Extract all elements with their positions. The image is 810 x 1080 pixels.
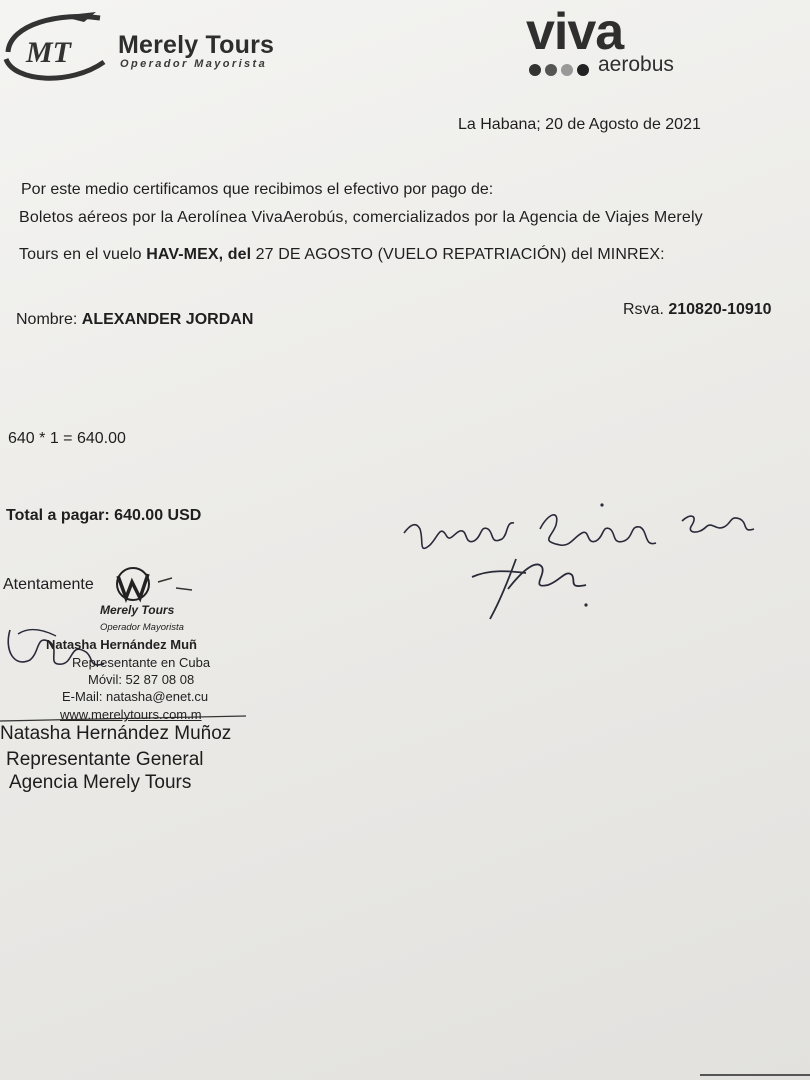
stamp-website: www.merelytours.com.m xyxy=(60,707,202,722)
page-edge-line xyxy=(700,1074,810,1076)
nombre-label: Nombre: xyxy=(16,311,82,328)
viva-logo-text: viva xyxy=(526,3,624,61)
ticket-description: Boletos aéreos por la Aerolínea VivaAerobús, comercializados por la Agencia de Viajes Merely xyxy=(19,209,703,226)
intro-text: Por este medio certificamos que recibimos el efectivo por pago de: xyxy=(21,181,494,198)
nombre-value: ALEXANDER JORDAN xyxy=(81,311,254,328)
calculation: 640 * 1 = 640.00 xyxy=(8,430,126,447)
total-amount: Total a pagar: 640.00 USD xyxy=(6,507,202,524)
passenger-name xyxy=(16,311,253,329)
flight-prefix: Tours en el vuelo xyxy=(19,246,147,263)
stamp-phone: Móvil: 52 87 08 08 xyxy=(88,672,195,687)
closing: Atentamente xyxy=(3,576,94,593)
handwritten-signature xyxy=(390,485,780,635)
viva-dots-icon xyxy=(526,60,596,80)
flight-line xyxy=(19,246,665,264)
merely-logo-subtitle: Operador Mayorista xyxy=(120,58,268,70)
stamp-role: Representante en Cuba xyxy=(72,655,211,670)
viva-logo-sub: aerobus xyxy=(598,53,674,76)
stamp-name: Natasha Hernández Muñ xyxy=(46,637,197,652)
date-line: La Habana; 20 de Agosto de 2021 xyxy=(458,116,701,133)
rsva-value: 210820-10910 xyxy=(668,301,772,318)
flight-route: HAV-MEX, del xyxy=(146,246,252,263)
signatory-agency: Agencia Merely Tours xyxy=(9,772,192,793)
signatory-name: Natasha Hernández Muñoz xyxy=(0,723,232,744)
reservation xyxy=(623,301,772,319)
rsva-label: Rsva. xyxy=(623,301,669,318)
stamp-brand: Merely Tours xyxy=(100,603,175,617)
flight-detail: 27 DE AGOSTO (VUELO REPATRIACIÓN) del MINREX: xyxy=(251,246,665,263)
merely-logo-mark: MT xyxy=(26,36,71,69)
stamp-email: E-Mail: natasha@enet.cu xyxy=(62,689,209,704)
signatory-title: Representante General xyxy=(6,749,204,770)
merely-logo-text: Merely Tours xyxy=(118,31,275,59)
stamp-subtitle: Operador Mayorista xyxy=(100,622,184,633)
